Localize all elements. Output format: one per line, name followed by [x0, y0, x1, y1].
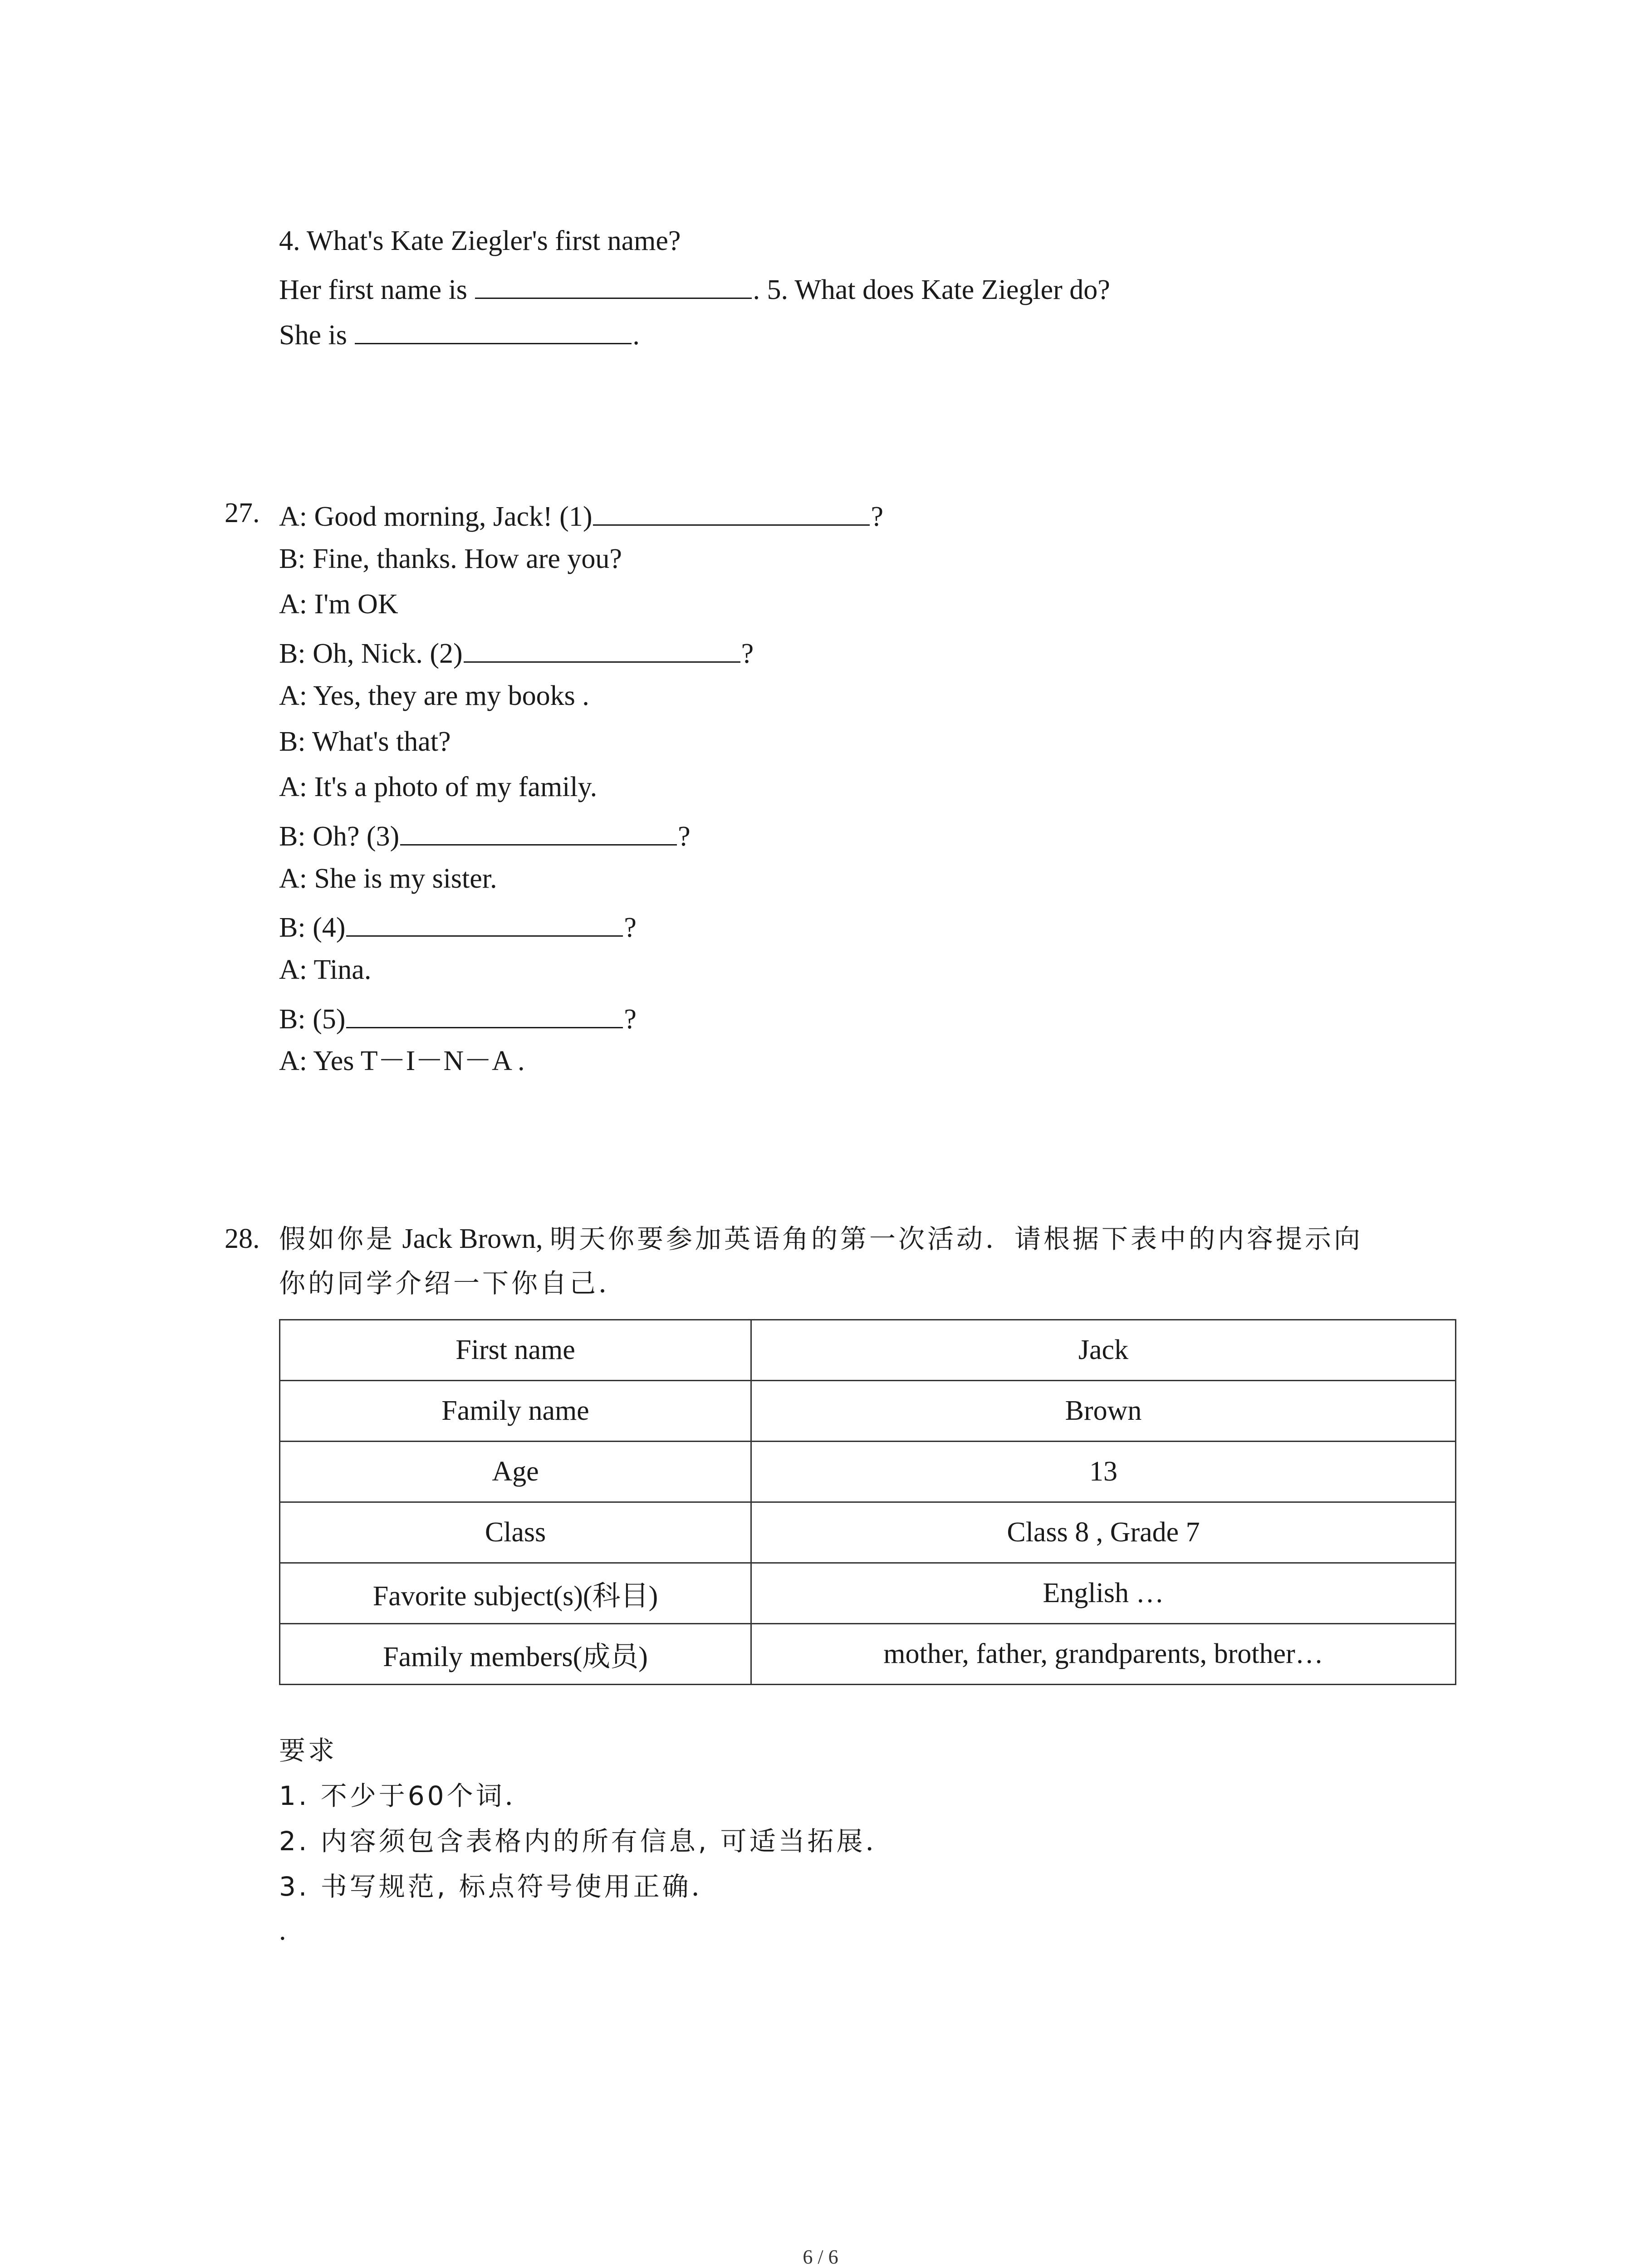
table-row: [280, 1442, 1456, 1502]
dialogue-question-mark: ?: [741, 638, 754, 669]
dialogue-line: [279, 682, 589, 710]
dialogue-line: [279, 590, 398, 618]
answer-blank[interactable]: [355, 318, 632, 344]
table-row: [280, 1563, 1456, 1624]
q28-prompt-post: 明天你要参加英语角的第一次活动．请根据下表中的内容提示向: [549, 1223, 1363, 1254]
table-row: [280, 1320, 1456, 1381]
dialogue-text: B: Fine, thanks. How are you?: [279, 543, 622, 574]
q28-prompt-line-1: [279, 1225, 1363, 1253]
dialogue-line: [279, 728, 451, 756]
table-value-cell: Class 8 , Grade 7: [751, 1502, 1456, 1563]
dialogue-question-mark: ?: [624, 912, 637, 943]
dialogue-text: B: (4): [279, 912, 346, 943]
table-value-cell: Jack: [751, 1320, 1456, 1381]
dialogue-question-mark: ?: [871, 501, 884, 532]
dialogue-line: [279, 636, 754, 668]
q28-prompt-pre: 假如你是: [279, 1223, 396, 1254]
q26-answer-5-prefix: She is: [279, 320, 354, 351]
dialogue-line: [279, 819, 691, 850]
dialogue-text: B: What's that?: [279, 726, 451, 757]
table-value-cell: mother, father, grandparents, brother…: [751, 1624, 1456, 1685]
dialogue-line: [279, 1047, 524, 1075]
dialogue-line: [279, 773, 597, 801]
dialogue-text: B: Oh? (3): [279, 821, 400, 852]
q26-answer-5-suffix: .: [632, 320, 640, 351]
dialogue-line: [279, 910, 637, 942]
dialogue-text: A: Yes, they are my books .: [279, 680, 589, 711]
dialogue-text: A: Good morning, Jack! (1): [279, 501, 593, 532]
requirement-3: 3. 书写规范, 标点符号使用正确．: [279, 1871, 720, 1902]
table-label-cell: Favorite subject(s)(科目): [280, 1563, 751, 1624]
dialogue-text: B: Oh, Nick. (2): [279, 638, 463, 669]
q26-answer-4-suffix: . 5. What does Kate Ziegler do?: [753, 274, 1110, 305]
dialogue-line: [279, 865, 497, 893]
dialogue-line: [279, 545, 622, 573]
q28-prompt-line-2: 你的同学介绍一下你自己．: [279, 1268, 628, 1299]
q26-answer-4-prefix: Her first name is: [279, 274, 475, 305]
requirements-title: 要求: [279, 1735, 338, 1766]
q28-number: 28.: [225, 1223, 260, 1254]
dialogue-line: [279, 499, 883, 531]
requirement-1: 1. 不少于60个词．: [279, 1780, 534, 1811]
dialogue-text: A: Yes T－I－N－A .: [279, 1046, 525, 1076]
answer-blank[interactable]: [593, 499, 870, 526]
dialogue-text: A: She is my sister.: [279, 863, 497, 894]
q27-number: 27.: [225, 498, 260, 528]
dialogue-text: A: It's a photo of my family.: [279, 772, 598, 802]
answer-blank[interactable]: [346, 1002, 623, 1028]
answer-blank[interactable]: [400, 819, 677, 846]
table-label-cell: Class: [280, 1502, 751, 1563]
answer-blank[interactable]: [346, 910, 623, 937]
answer-blank[interactable]: [464, 636, 740, 663]
q26-answer-5-line: [279, 318, 640, 349]
dialogue-text: A: I'm OK: [279, 589, 398, 620]
table-row: [280, 1381, 1456, 1442]
table-label-cell: Family members(成员): [280, 1624, 751, 1685]
table-row: [280, 1624, 1456, 1685]
table-value-cell: English …: [751, 1563, 1456, 1624]
table-label-cell: First name: [280, 1320, 751, 1381]
table-row: [280, 1502, 1456, 1563]
q26-question-4: 4. What's Kate Ziegler's first name?: [279, 225, 681, 256]
table-value-cell: Brown: [751, 1381, 1456, 1442]
q28-prompt-name: Jack Brown,: [395, 1223, 550, 1254]
trailing-period: .: [279, 1915, 286, 1946]
table-value-cell: 13: [751, 1442, 1456, 1502]
dialogue-line: [279, 956, 371, 984]
table-label-cell: Family name: [280, 1381, 751, 1442]
dialogue-question-mark: ?: [678, 821, 691, 852]
answer-blank[interactable]: [475, 272, 752, 299]
dialogue-line: [279, 1002, 637, 1033]
q26-answer-4-line: [279, 272, 1110, 304]
dialogue-text: B: (5): [279, 1004, 346, 1035]
page-number: 6 / 6: [803, 2246, 838, 2268]
table-label-cell: Age: [280, 1442, 751, 1502]
dialogue-question-mark: ?: [624, 1004, 637, 1035]
dialogue-text: A: Tina.: [279, 954, 372, 985]
info-table: [279, 1319, 1456, 1685]
requirement-2: 2. 内容须包含表格内的所有信息, 可适当拓展．: [279, 1826, 895, 1857]
